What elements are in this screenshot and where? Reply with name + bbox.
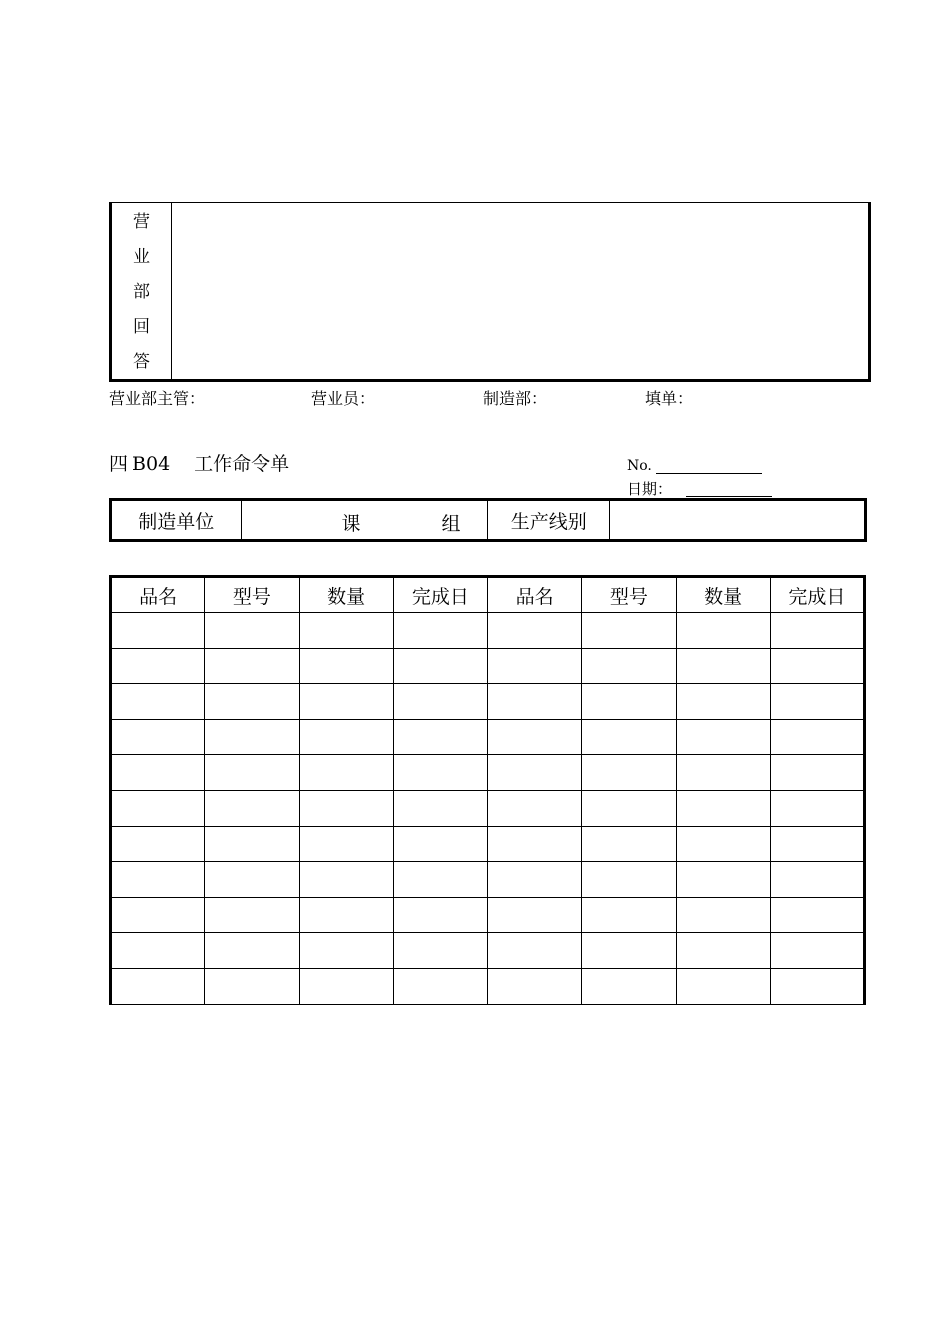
table-cell[interactable]: [488, 755, 582, 791]
table-cell[interactable]: [770, 790, 864, 826]
form-title-text: 工作命令单: [194, 453, 290, 475]
column-header: 完成日: [770, 577, 864, 613]
table-cell[interactable]: [488, 933, 582, 969]
column-header: 品名: [488, 577, 582, 613]
table-cell[interactable]: [111, 826, 205, 862]
table-cell[interactable]: [582, 968, 676, 1004]
table-cell[interactable]: [582, 684, 676, 720]
table-cell[interactable]: [111, 968, 205, 1004]
work-order-table-body: [111, 613, 865, 1005]
table-cell[interactable]: [111, 862, 205, 898]
table-cell[interactable]: [488, 826, 582, 862]
column-header: 型号: [205, 577, 299, 613]
table-cell[interactable]: [393, 968, 487, 1004]
table-cell[interactable]: [205, 648, 299, 684]
table-cell[interactable]: [770, 897, 864, 933]
manufacturing-unit-label: 制造单位: [111, 500, 242, 541]
table-cell[interactable]: [770, 755, 864, 791]
table-cell[interactable]: [299, 613, 393, 649]
table-cell[interactable]: [205, 613, 299, 649]
table-cell[interactable]: [111, 684, 205, 720]
reply-label-char: 营: [133, 212, 150, 232]
work-order-table: [109, 575, 866, 1005]
date-field[interactable]: [686, 496, 772, 497]
table-cell[interactable]: [111, 648, 205, 684]
table-cell[interactable]: [393, 684, 487, 720]
table-cell[interactable]: [676, 897, 770, 933]
table-cell[interactable]: [582, 862, 676, 898]
table-cell[interactable]: [582, 826, 676, 862]
manufacturing-info-row: [111, 500, 866, 541]
table-cell[interactable]: [205, 968, 299, 1004]
table-row: [111, 790, 865, 826]
table-cell[interactable]: [393, 648, 487, 684]
form-number-field[interactable]: [656, 473, 762, 474]
table-cell[interactable]: [676, 968, 770, 1004]
table-cell[interactable]: [770, 613, 864, 649]
table-cell[interactable]: [205, 755, 299, 791]
table-header-row: [111, 577, 865, 613]
reply-label-char: 答: [133, 352, 150, 372]
table-cell[interactable]: [205, 933, 299, 969]
table-cell[interactable]: [770, 684, 864, 720]
table-cell[interactable]: [205, 897, 299, 933]
table-cell[interactable]: [205, 790, 299, 826]
table-cell[interactable]: [299, 862, 393, 898]
table-cell[interactable]: [488, 684, 582, 720]
table-cell[interactable]: [488, 613, 582, 649]
manufacturing-signature-label: 制造部：: [483, 389, 548, 408]
column-header: 数量: [676, 577, 770, 613]
table-cell[interactable]: [582, 755, 676, 791]
table-row: [111, 862, 865, 898]
table-cell[interactable]: [488, 790, 582, 826]
table-row: [111, 613, 865, 649]
table-cell[interactable]: [393, 933, 487, 969]
table-cell[interactable]: [205, 684, 299, 720]
table-cell[interactable]: [676, 684, 770, 720]
table-cell[interactable]: [299, 648, 393, 684]
table-row: [111, 684, 865, 720]
sales-reply-label-cell: [112, 203, 172, 379]
table-row: [111, 826, 865, 862]
table-cell[interactable]: [205, 862, 299, 898]
column-header: 数量: [299, 577, 393, 613]
table-cell[interactable]: [205, 826, 299, 862]
table-cell[interactable]: [299, 684, 393, 720]
table-cell[interactable]: [488, 719, 582, 755]
table-cell[interactable]: [393, 755, 487, 791]
section-label: 课: [341, 513, 361, 535]
salesperson-signature-label: 营业员：: [311, 389, 376, 408]
table-row: [111, 933, 865, 969]
table-cell[interactable]: [582, 648, 676, 684]
table-cell[interactable]: [676, 755, 770, 791]
sales-manager-signature-label: 营业部主管：: [109, 389, 206, 408]
table-cell[interactable]: [299, 826, 393, 862]
table-cell[interactable]: [582, 719, 676, 755]
table-cell[interactable]: [111, 755, 205, 791]
table-cell[interactable]: [488, 897, 582, 933]
sales-reply-box: [109, 202, 871, 382]
table-cell[interactable]: [676, 719, 770, 755]
table-cell[interactable]: [111, 790, 205, 826]
table-cell[interactable]: [582, 933, 676, 969]
table-cell[interactable]: [488, 648, 582, 684]
date-label: 日期：: [627, 480, 673, 498]
table-cell[interactable]: [111, 719, 205, 755]
form-code: B04: [132, 453, 171, 475]
column-header: 型号: [582, 577, 676, 613]
table-cell[interactable]: [299, 755, 393, 791]
manufacturing-info-table: [109, 498, 867, 542]
table-cell[interactable]: [299, 897, 393, 933]
table-cell[interactable]: [299, 719, 393, 755]
table-cell[interactable]: [582, 897, 676, 933]
group-label: 组: [441, 513, 461, 535]
reply-label-char: 部: [133, 282, 150, 302]
table-cell[interactable]: [299, 933, 393, 969]
table-row: [111, 755, 865, 791]
table-cell[interactable]: [582, 790, 676, 826]
table-cell[interactable]: [770, 648, 864, 684]
table-row: [111, 897, 865, 933]
table-cell[interactable]: [111, 897, 205, 933]
table-cell[interactable]: [676, 933, 770, 969]
reply-label-char: 业: [133, 247, 150, 267]
table-cell[interactable]: [676, 790, 770, 826]
form-prefix: 四: [109, 453, 129, 475]
production-line-label: 生产线别: [488, 500, 609, 541]
sales-reply-field[interactable]: [172, 203, 865, 379]
section-group-cell[interactable]: [241, 500, 488, 541]
table-row: [111, 719, 865, 755]
table-cell[interactable]: [393, 897, 487, 933]
table-cell[interactable]: [111, 613, 205, 649]
table-cell[interactable]: [393, 613, 487, 649]
table-cell[interactable]: [488, 862, 582, 898]
table-cell[interactable]: [676, 613, 770, 649]
table-cell[interactable]: [676, 648, 770, 684]
table-cell[interactable]: [770, 719, 864, 755]
table-cell[interactable]: [770, 968, 864, 1004]
table-cell[interactable]: [205, 719, 299, 755]
production-line-field[interactable]: [609, 500, 865, 541]
table-row: [111, 968, 865, 1004]
table-cell[interactable]: [770, 933, 864, 969]
form-title: [109, 452, 289, 476]
filled-by-signature-label: 填单：: [645, 389, 694, 408]
table-cell[interactable]: [393, 790, 487, 826]
column-header: 品名: [111, 577, 205, 613]
column-header: 完成日: [393, 577, 487, 613]
table-row: [111, 648, 865, 684]
form-number-label: No.: [627, 458, 652, 474]
table-cell[interactable]: [582, 613, 676, 649]
table-cell[interactable]: [393, 862, 487, 898]
table-cell[interactable]: [393, 826, 487, 862]
reply-label-char: 回: [133, 317, 150, 337]
table-cell[interactable]: [676, 862, 770, 898]
table-cell[interactable]: [676, 826, 770, 862]
table-cell[interactable]: [111, 933, 205, 969]
table-cell[interactable]: [299, 968, 393, 1004]
table-cell[interactable]: [393, 719, 487, 755]
table-cell[interactable]: [488, 968, 582, 1004]
table-cell[interactable]: [299, 790, 393, 826]
table-cell[interactable]: [770, 826, 864, 862]
table-cell[interactable]: [770, 862, 864, 898]
